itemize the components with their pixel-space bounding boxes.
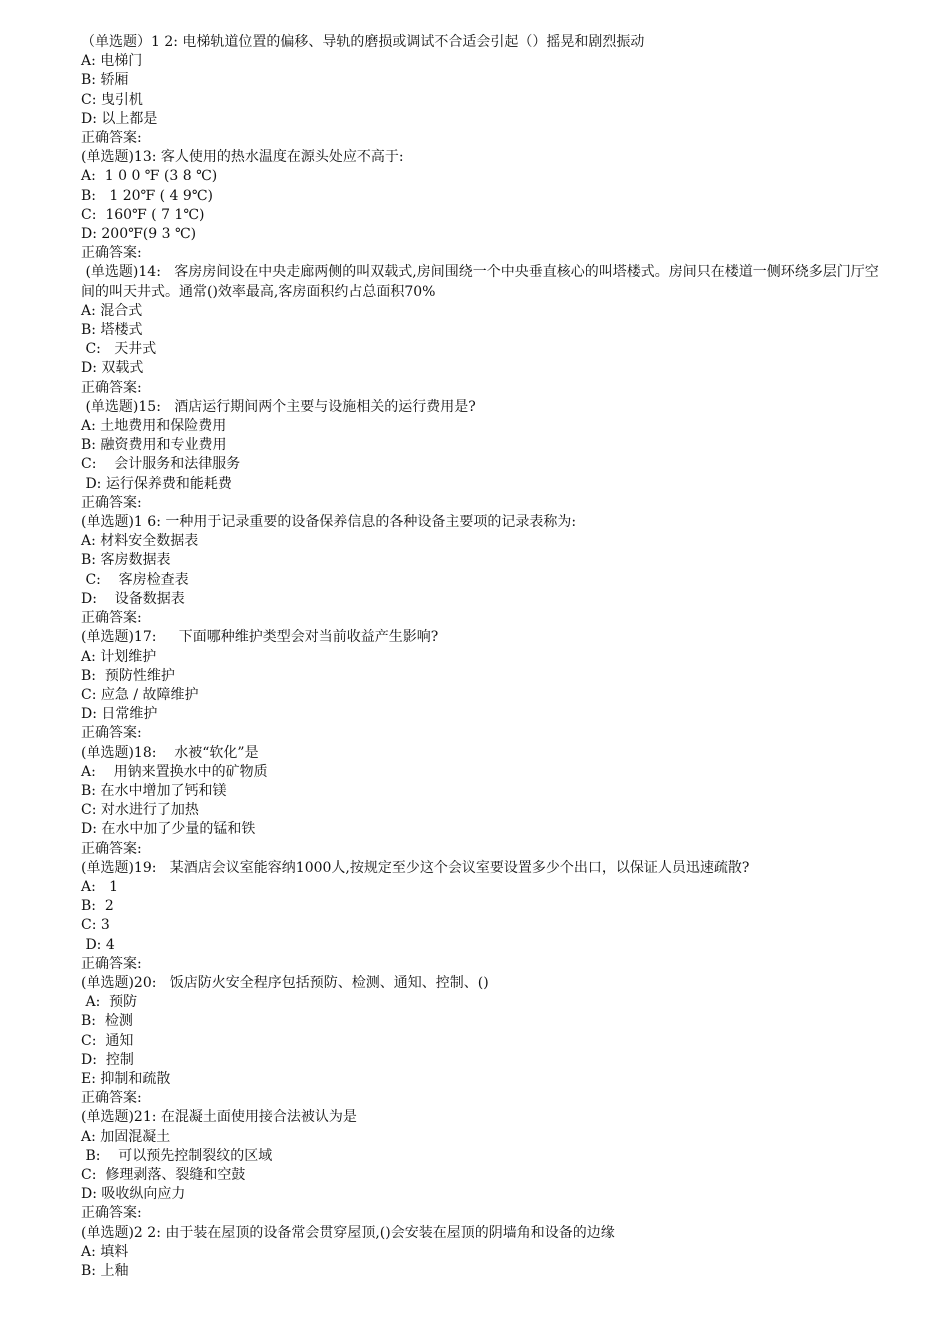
option-line: B: 塔楼式	[81, 322, 143, 339]
option-line: D: 200℉(9 3 ℃)	[81, 226, 197, 243]
question-stem: (单选题)17: 下面哪种维护类型会对当前收益产生影响?	[81, 629, 439, 646]
option-line: B: 预防性维护	[81, 667, 175, 684]
option-line: D: 4	[81, 936, 115, 953]
question-stem: (单选题)19: 某酒店会议室能容纳1000人,按规定至少这个会议室要设置多少个出口，以保证人员迅速疏散?	[81, 859, 750, 876]
option-line: A: 混合式	[81, 302, 143, 319]
question-block	[81, 513, 880, 628]
option-line: A: 1 0 0 ℉ (3 8 ℃)	[81, 168, 218, 185]
answer-label: 正确答案:	[81, 379, 142, 396]
answer-label: 正确答案:	[81, 130, 142, 147]
option-line: A: 材料安全数据表	[81, 533, 199, 550]
question-block	[81, 628, 880, 743]
question-block	[81, 974, 880, 1108]
option-line: A: 土地费用和保险费用	[81, 418, 227, 435]
question-block	[81, 744, 880, 859]
question-block	[81, 1108, 880, 1223]
question-block	[81, 148, 880, 263]
option-line: C: 应急 / 故障维护	[81, 686, 199, 703]
option-line: B: 可以预先控制裂纹的区域	[81, 1147, 273, 1164]
answer-label: 正确答案:	[81, 610, 142, 627]
option-line: C: 对水进行了加热	[81, 802, 199, 819]
question-stem: (单选题)21: 在混凝土面使用接合法被认为是	[81, 1109, 357, 1126]
option-line: D: 双载式	[81, 360, 144, 377]
option-line: C: 天井式	[81, 341, 157, 358]
option-line: B: 1 20℉ ( 4 9℃)	[81, 187, 213, 204]
option-line: B: 融资费用和专业费用	[81, 437, 227, 454]
question-stem: (单选题)15: 酒店运行期间两个主要与设施相关的运行费用是?	[81, 398, 476, 415]
option-line: E: 抑制和疏散	[81, 1070, 171, 1087]
option-line: C: 160℉ ( 7 1℃)	[81, 206, 205, 223]
question-stem: (单选题)13: 客人使用的热水温度在源头处应不高于:	[81, 149, 404, 166]
option-line: A: 预防	[81, 994, 138, 1011]
answer-label: 正确答案:	[81, 1205, 142, 1222]
option-line: C: 修理剥落、裂缝和空鼓	[81, 1166, 246, 1183]
option-line: A: 计划维护	[81, 648, 157, 665]
option-line: B: 2	[81, 898, 114, 915]
option-line: A: 用钠来置换水中的矿物质	[81, 763, 268, 780]
question-block	[81, 263, 880, 397]
answer-label: 正确答案:	[81, 840, 142, 857]
question-block	[81, 33, 880, 148]
option-line: D: 设备数据表	[81, 590, 185, 607]
option-line: C: 3	[81, 917, 110, 934]
option-line: C: 通知	[81, 1032, 134, 1049]
option-line: C: 会计服务和法律服务	[81, 456, 241, 473]
option-line: D: 日常维护	[81, 706, 158, 723]
option-line: C: 客房检查表	[81, 571, 189, 588]
question-stem: (单选题)14: 客房房间设在中央走廊两侧的叫双载式,房间围绕一个中央垂直核心的叫塔楼式。房间只在楼道一侧环绕多层门厅空间的叫天井式。通常()效率最高,客房面积约占总面积70%	[81, 264, 879, 300]
option-line: D: 以上都是	[81, 110, 158, 127]
option-line: B: 上釉	[81, 1263, 129, 1279]
question-stem: (单选题)1 6: 一种用于记录重要的设备保养信息的各种设备主要项的记录表称为:	[81, 514, 577, 531]
option-line: A: 填料	[81, 1243, 129, 1260]
option-line: C: 曳引机	[81, 91, 143, 108]
option-line: D: 吸收纵向应力	[81, 1186, 186, 1203]
question-block	[81, 398, 880, 513]
question-stem: (单选题)2 2: 由于装在屋顶的设备常会贯穿屋顶,()会安装在屋顶的阴墙角和设备的边缘	[81, 1224, 615, 1241]
option-line: B: 客房数据表	[81, 552, 171, 569]
question-stem: (单选题)20: 饭店防火安全程序包括预防、检测、通知、控制、()	[81, 974, 489, 991]
question-stem: （单选题）1 2: 电梯轨道位置的偏移、导轨的磨损或调试不合适会引起（）摇晃和剧烈振动	[81, 34, 645, 50]
option-line: A: 加固混凝土	[81, 1128, 171, 1145]
question-stem: (单选题)18: 水被“软化”是	[81, 744, 259, 761]
answer-label: 正确答案:	[81, 494, 142, 511]
option-line: B: 检测	[81, 1013, 133, 1030]
option-line: D: 运行保养费和能耗费	[81, 475, 232, 492]
question-block	[81, 859, 880, 974]
question-block	[81, 1224, 880, 1282]
answer-label: 正确答案:	[81, 725, 142, 742]
option-line: B: 在水中增加了钙和镁	[81, 782, 227, 799]
option-line: A: 1	[81, 878, 119, 895]
option-line: B: 轿厢	[81, 72, 129, 89]
answer-label: 正确答案:	[81, 1090, 142, 1107]
answer-label: 正确答案:	[81, 245, 142, 262]
answer-label: 正确答案:	[81, 955, 142, 972]
option-line: D: 在水中加了少量的锰和铁	[81, 821, 256, 838]
option-line: D: 控制	[81, 1051, 134, 1068]
option-line: A: 电梯门	[81, 53, 143, 70]
